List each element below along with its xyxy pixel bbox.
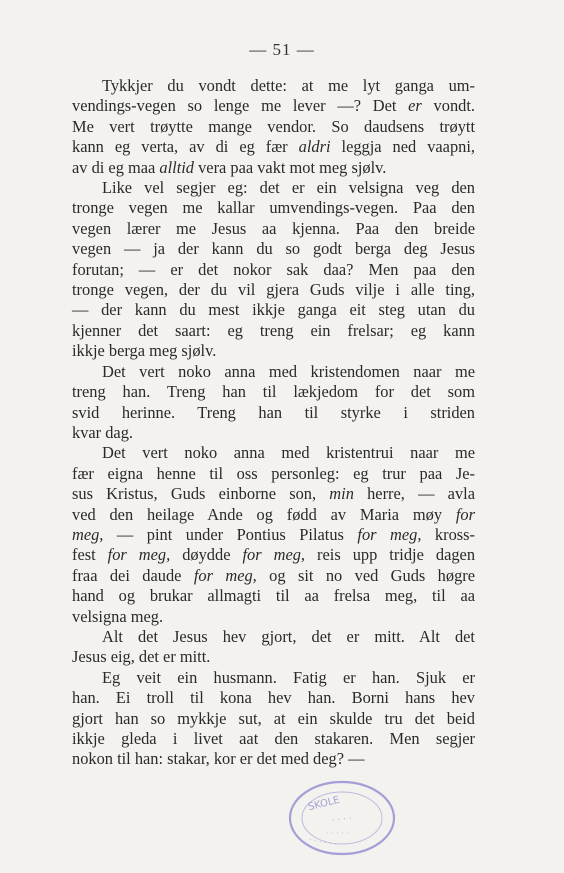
text-line — [72, 137, 475, 157]
text-run: kross- — [421, 524, 475, 544]
paragraph — [72, 668, 475, 770]
paragraph — [72, 443, 475, 627]
text-line — [72, 443, 475, 463]
text-line — [72, 260, 475, 280]
text-line — [72, 219, 475, 239]
svg-text:· · · · ·: · · · · · — [326, 829, 349, 838]
text-line — [72, 158, 475, 178]
text-run: Alt det Jesus hev gjort, det er mitt. Alt det — [102, 626, 475, 646]
text-run: tronge vegen, der du vil gjera Guds vilje i alle ting, — [72, 280, 475, 300]
text-run: sus Kristus, Guds einborne son, — [72, 484, 330, 504]
text-run: velsigna meg. — [72, 606, 164, 626]
text-run: døydde — [170, 545, 243, 565]
text-run: treng han. Treng han til lækjedom for det som — [72, 382, 475, 402]
svg-text:· · · ·: · · · · — [331, 813, 353, 827]
text-run: Eg veit ein husmann. Fatig er han. Sjuk er — [102, 667, 475, 687]
text-run: vegen lærer me Jesus aa kjenna. Paa den breide — [72, 218, 475, 238]
emphasis-text: for meg, — [357, 524, 422, 544]
text-line — [72, 96, 475, 116]
text-line — [72, 484, 475, 504]
text-line — [72, 627, 475, 647]
emphasis-text: for meg, — [193, 565, 257, 585]
paragraph — [72, 362, 475, 444]
text-line — [72, 586, 475, 606]
text-line — [72, 239, 475, 259]
text-run: vondt. — [421, 96, 475, 116]
emphasis-text: meg, — [72, 524, 104, 544]
emphasis-text: for meg, — [242, 545, 306, 565]
emphasis-text: alltid — [159, 157, 194, 177]
text-line — [72, 525, 475, 545]
text-run: — pint under Pontius Pilatus — [103, 524, 358, 544]
text-run: svid herinne. Treng han til styrke i striden — [72, 402, 475, 422]
text-run: Like vel segjer eg: det er ein velsigna veg den — [102, 178, 475, 198]
text-line — [72, 178, 475, 198]
text-run: kjenner det saart: eg treng ein frelsar; eg kann — [72, 320, 475, 340]
text-run: Det vert noko anna med kristentrui naar me — [102, 443, 475, 463]
emphasis-text: er — [408, 96, 422, 116]
text-line — [72, 300, 475, 320]
text-run: reis upp tridje dagen — [305, 545, 476, 565]
text-run: hand og brukar allmagti til aa frelsa meg, til aa — [72, 586, 475, 606]
text-run: tronge vegen me kallar umvendings-vegen. Paa den — [72, 198, 475, 218]
text-run: han. Ei troll til kona hev han. Borni hans hev — [72, 688, 475, 708]
text-line — [72, 545, 475, 565]
text-line — [72, 749, 475, 769]
text-line — [72, 403, 475, 423]
text-line — [72, 341, 475, 361]
text-line — [72, 566, 475, 586]
page-body-text — [72, 76, 475, 770]
text-line — [72, 505, 475, 525]
text-run: — der kann du mest ikkje ganga eit steg utan du — [72, 300, 475, 320]
text-line — [72, 688, 475, 708]
text-run: fær eigna henne til oss personleg: eg trur paa Je- — [72, 463, 475, 483]
svg-text:· · · · · ·: · · · · · · — [308, 835, 338, 849]
text-run: ved den heilage Ande og fødd av Maria møy — [72, 504, 456, 524]
text-run: vera paa vakt mot meg sjølv. — [194, 157, 387, 177]
text-run: Jesus eig, det er mitt. — [72, 647, 211, 667]
text-line — [72, 423, 475, 443]
text-run: vendings-vegen so lenge me lever —? Det — [72, 96, 409, 116]
text-run: herre, — avla — [353, 484, 475, 504]
text-line — [72, 382, 475, 402]
text-run: nokon til han: stakar, kor er det med deg? — — [72, 749, 365, 769]
text-line — [72, 709, 475, 729]
page-number: — 51 — — [249, 40, 315, 59]
text-line — [72, 280, 475, 300]
text-line — [72, 198, 475, 218]
text-run: ikkje berga meg sjølv. — [72, 341, 217, 361]
text-line — [72, 647, 475, 667]
text-run: kvar dag. — [72, 422, 133, 442]
text-run: kann eg verta, av di eg fær — [72, 137, 299, 157]
stamp-text-top: SKOLE — [307, 794, 341, 814]
text-run: gjort han so mykkje sut, at ein skulde tru det beid — [72, 708, 475, 728]
emphasis-text: for — [455, 504, 475, 524]
library-stamp — [286, 778, 398, 858]
text-run: og sit no ved Guds høgre — [256, 565, 476, 585]
text-line — [72, 76, 475, 96]
text-run: ikkje gleda i livet aat den stakaren. Men segjer — [72, 729, 475, 748]
emphasis-text: min — [329, 484, 354, 504]
text-run: fest — [72, 545, 108, 565]
text-run: Tykkjer du vondt dette: at me lyt ganga um- — [102, 76, 475, 95]
text-run: av di eg maa — [72, 157, 160, 177]
text-line — [72, 607, 475, 627]
text-line — [72, 668, 475, 688]
text-line — [72, 321, 475, 341]
emphasis-text: aldri — [298, 137, 331, 157]
text-run: leggja ned vaapni, — [330, 137, 475, 157]
emphasis-text: for meg, — [107, 545, 171, 565]
paragraph — [72, 627, 475, 668]
text-run: Me vert trøytte mange vendor. So daudsens trøytt — [72, 116, 475, 136]
paragraph — [72, 178, 475, 362]
text-line — [72, 362, 475, 382]
paragraph — [72, 76, 475, 178]
text-line — [72, 117, 475, 137]
text-line — [72, 464, 475, 484]
text-run: vegen — ja der kann du so godt berga deg Jesus — [72, 239, 475, 259]
text-line — [72, 729, 475, 749]
text-run: fraa dei daude — [72, 565, 194, 585]
text-run: Det vert noko anna med kristendomen naar me — [102, 361, 475, 381]
text-run: forutan; — er det nokor sak daa? Men paa den — [72, 259, 475, 279]
